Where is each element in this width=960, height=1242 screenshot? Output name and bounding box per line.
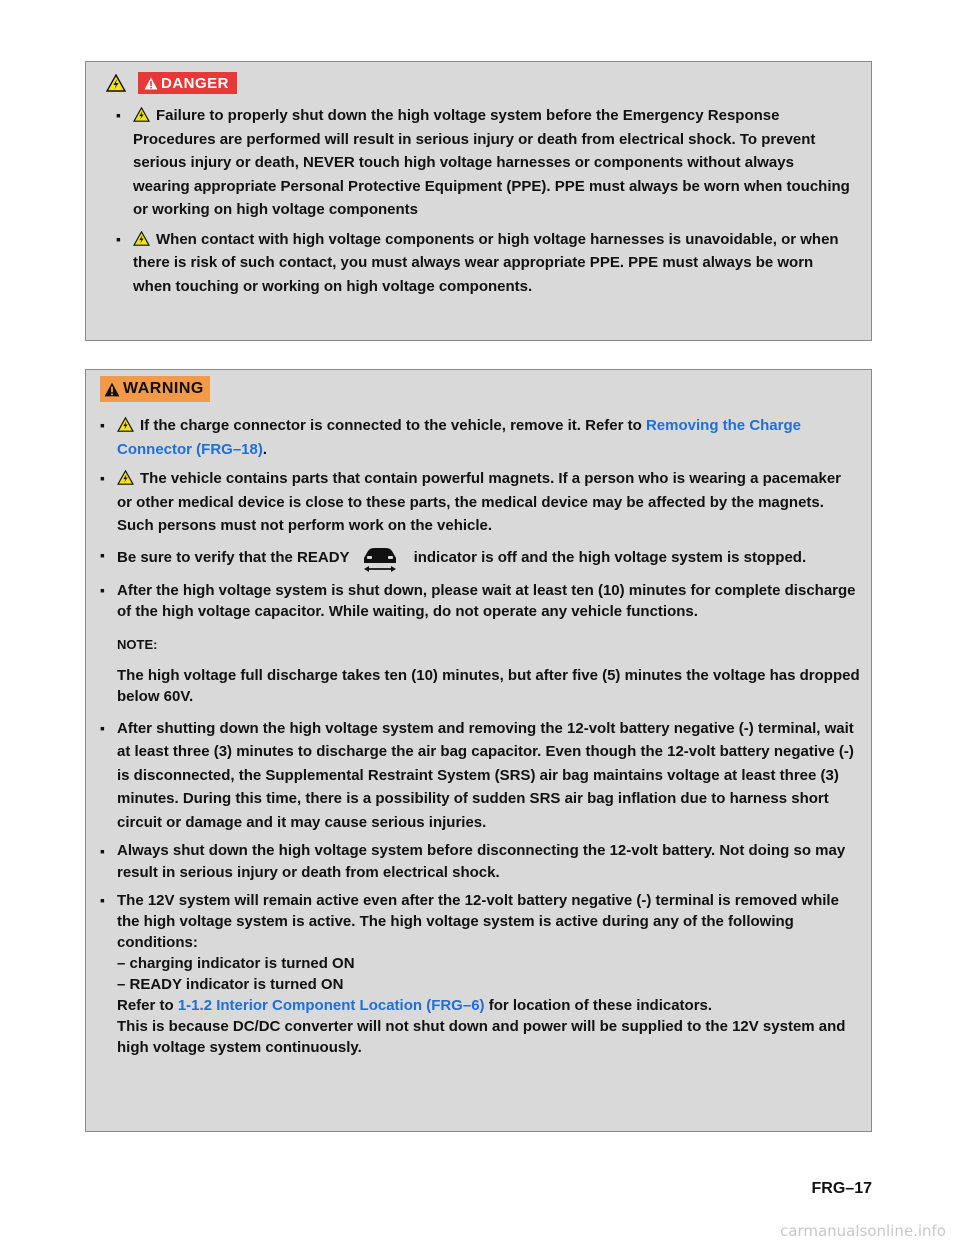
condition-ready: – READY indicator is turned ON xyxy=(117,976,344,993)
danger-badge xyxy=(138,72,237,94)
list-item xyxy=(100,840,860,884)
condition-charging: – charging indicator is turned ON xyxy=(117,955,355,972)
bullet: ▪ xyxy=(116,107,121,123)
dcdc-explanation: This is because DC/DC converter will not shut down and power will be supplied to the 12V system and high voltage system continuously. xyxy=(117,1018,846,1056)
warning-item-text: If the charge connector is connected to the vehicle, remove it. Refer to xyxy=(140,417,646,434)
danger-header xyxy=(106,72,237,94)
danger-box xyxy=(85,61,872,341)
high-voltage-warning-icon xyxy=(133,107,150,122)
list-item xyxy=(100,414,860,461)
warning-triangle-icon xyxy=(104,382,120,397)
warning-label: WARNING xyxy=(123,380,204,397)
bullet: ▪ xyxy=(100,581,105,598)
warning-item-text: The vehicle contains parts that contain powerful magnets. If a person who is wearing a pacemaker or other medical device is close to these parts, the medical device may be affected by the magnets. Such persons must not perform work on the vehicle. xyxy=(117,470,842,534)
bullet: ▪ xyxy=(100,892,105,908)
bullet: ▪ xyxy=(100,417,105,433)
warning-triangle-icon xyxy=(144,77,158,90)
note-label: NOTE: xyxy=(117,636,158,652)
bullet: ▪ xyxy=(100,719,105,736)
high-voltage-warning-icon xyxy=(117,417,134,432)
refer-suffix: for location of these indicators. xyxy=(484,997,713,1014)
note-text: The high voltage full discharge takes ten (10) minutes, but after five (5) minutes the voltage has dropped below 60V. xyxy=(117,666,860,705)
list-item xyxy=(100,890,860,1058)
list-item xyxy=(100,580,860,707)
refer-prefix: Refer to xyxy=(117,997,178,1014)
warning-item-text: After the high voltage system is shut down, please wait at least ten (10) minutes for complete discharge of the high voltage capacitor. While waiting, do not operate any vehicle functions. xyxy=(117,581,856,620)
watermark: carmanualsonline.info xyxy=(780,1222,946,1240)
list-item xyxy=(116,104,851,222)
bullet: ▪ xyxy=(100,546,105,563)
list-item xyxy=(100,717,860,835)
ready-indicator-icon xyxy=(360,544,400,574)
warning-item-text: Always shut down the high voltage system before disconnecting the 12-volt battery. Not doing so may result in serious injury or death from electrical shock. xyxy=(117,842,846,881)
high-voltage-warning-icon xyxy=(117,470,134,485)
warning-item-text: indicator is off and the high voltage system is stopped. xyxy=(413,548,807,566)
warning-badge xyxy=(100,376,210,402)
danger-item-text: When contact with high voltage components or high voltage harnesses is unavoidable, or when there is risk of such contact, you must always wear appropriate PPE. PPE must always be worn when touching or working on high voltage components. xyxy=(133,230,839,295)
warning-header xyxy=(100,376,210,402)
high-voltage-warning-icon xyxy=(106,74,126,92)
list-item xyxy=(100,544,860,574)
list-item xyxy=(100,467,860,538)
bullet: ▪ xyxy=(116,230,121,247)
danger-label: DANGER xyxy=(161,74,230,92)
interior-component-location-link[interactable]: 1-1.2 Interior Component Location (FRG–6) xyxy=(177,997,485,1014)
page-number: FRG–17 xyxy=(811,1180,872,1197)
removing-charge-connector-link[interactable]: Removing the Charge Connector (FRG–18) xyxy=(117,417,801,458)
warning-item-text: The 12V system will remain active even after the 12-volt battery negative (-) terminal is removed while the high voltage system is active. The high voltage system is active during any of the following conditions: xyxy=(117,892,839,951)
danger-item-text: Failure to properly shut down the high voltage system before the Emergency Response Procedures are performed will result in serious injury or death from electrical shock. To prevent serious injury or death, NEVER touch high voltage harnesses or components without always wearing appropriate Personal Protective Equipment (PPE). PPE must always be worn when touching or working on high voltage components xyxy=(133,107,850,218)
high-voltage-warning-icon xyxy=(133,231,150,246)
warning-box xyxy=(85,369,872,1132)
warning-list xyxy=(100,414,860,1064)
period: . xyxy=(262,440,268,458)
warning-item-text: After shutting down the high voltage system and removing the 12-volt battery negative (-) terminal, wait at least three (3) minutes to discharge the air bag capacitor. Even though the 12-volt battery negative (-) is disconnected, the Supplemental Restraint System (SRS) air bag maintains voltage at least three (3) minutes. During this time, there is a possibility of sudden SRS air bag inflation due to harness short circuit or damage and it may cause serious injuries. xyxy=(117,719,854,831)
danger-list xyxy=(116,104,851,304)
bullet: ▪ xyxy=(100,843,105,859)
list-item xyxy=(116,228,851,299)
bullet: ▪ xyxy=(100,470,105,486)
warning-item-text: Be sure to verify that the READY xyxy=(117,548,350,566)
